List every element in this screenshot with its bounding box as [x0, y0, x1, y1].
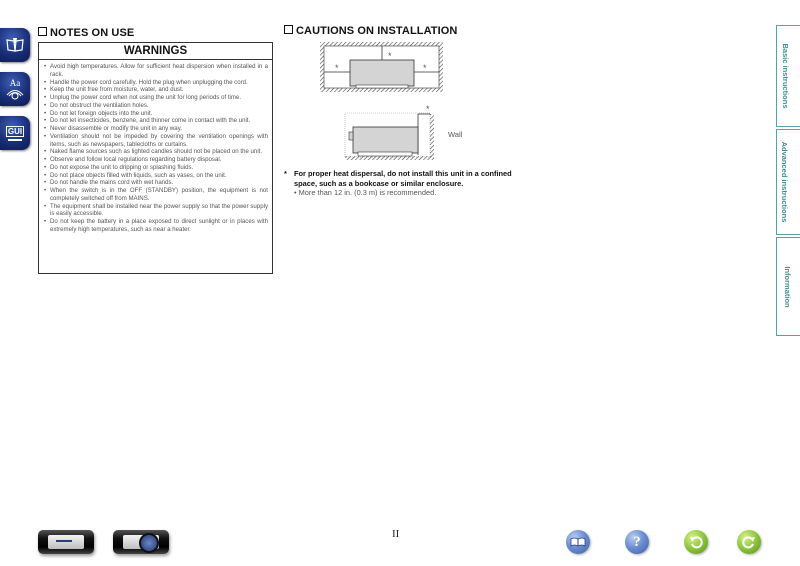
rear-panel-zoom-button[interactable]: [113, 530, 169, 554]
warning-item: • Unplug the power cord when not using the unit for long periods of time.: [44, 94, 268, 102]
tab-label: Basic instructions: [781, 43, 791, 109]
index-aa-icon[interactable]: [0, 72, 30, 106]
installation-diagram: [318, 40, 468, 162]
warning-item: • Avoid high temperatures. Allow for sufficient heat dispersion when installed in a rack.: [44, 63, 268, 79]
back-button[interactable]: [684, 530, 708, 554]
caution-note-line2: [284, 179, 512, 189]
checkbox-square-icon: [284, 25, 293, 34]
tab-information[interactable]: [776, 237, 800, 336]
warning-item: • Do not place objects filled with liquids, such as vases, on the unit.: [44, 172, 268, 180]
svg-text:*: *: [426, 104, 430, 114]
back-arrow-icon: [689, 535, 703, 549]
tab-label: Advanced instructions: [779, 141, 789, 223]
magnifier-icon: [139, 533, 159, 553]
gui-label: GUI: [7, 126, 23, 136]
warnings-box: [38, 42, 273, 274]
svg-text:*: *: [335, 63, 339, 73]
checkbox-square-icon: [38, 27, 47, 36]
warnings-list: [39, 60, 272, 234]
warning-item: • Keep the unit free from moisture, water, and dust.: [44, 86, 268, 94]
gui-stand: [8, 139, 22, 141]
wall-label: Wall: [448, 130, 463, 139]
caution-bold-text-1: For proper heat dispersal, do not install this unit in a confined: [294, 169, 512, 178]
warnings-title: WARNINGS: [39, 43, 272, 60]
warning-item: • Do not let foreign objects into the unit.: [44, 110, 268, 118]
warning-item: • Do not handle the mains cord with wet hands.: [44, 179, 268, 187]
contents-button[interactable]: [566, 530, 590, 554]
warning-item: • The equipment shall be installed near the power supply so that the power supply is easily accessible.: [44, 203, 268, 219]
svg-text:*: *: [423, 63, 427, 73]
front-panel-button[interactable]: [38, 530, 94, 554]
caution-bold-text-2: space, such as a bookcase or similar enclosure.: [294, 178, 464, 188]
forward-arrow-icon: [742, 535, 756, 549]
warning-item: • Naked flame sources such as lighted candles should not be placed on the unit.: [44, 148, 268, 156]
svg-text:*: *: [388, 51, 392, 61]
warning-item: • Do not let insecticides, benzene, and thinner come in contact with the unit.: [44, 117, 268, 125]
book-icon: [570, 536, 586, 548]
warning-item: • When the switch is in the OFF (STANDBY) position, the equipment is not completely switched off from MAINS.: [44, 187, 268, 203]
caution-note: [284, 169, 512, 198]
tab-basic-instructions[interactable]: [776, 25, 800, 127]
aa-label: Aa: [9, 77, 21, 88]
asterisk-marker: *: [284, 169, 287, 178]
cautions-heading-text: CAUTIONS ON INSTALLATION: [296, 25, 458, 37]
question-mark-icon: ?: [633, 533, 641, 550]
warning-item: • Handle the power cord carefully. Hold the plug when unplugging the cord.: [44, 79, 268, 87]
caution-sub-note: • More than 12 in. (0.3 m) is recommended.: [294, 188, 437, 197]
warning-item: • Ventilation should not be impeded by covering the ventilation openings with items, such as newspapers, tablecloths or curtains.: [44, 133, 268, 149]
contents-book-icon[interactable]: [0, 28, 30, 62]
page-number: II: [392, 528, 400, 540]
forward-button[interactable]: [737, 530, 761, 554]
notes-on-use-heading: [38, 27, 134, 39]
tab-label: Information: [783, 265, 793, 308]
gui-icon[interactable]: [0, 116, 30, 150]
cautions-heading: [284, 25, 457, 37]
warning-item: • Do not obstruct the ventilation holes.: [44, 102, 268, 110]
tab-advanced-instructions[interactable]: [776, 129, 800, 235]
warning-item: • Observe and follow local regulations regarding battery disposal.: [44, 156, 268, 164]
help-button[interactable]: [625, 530, 649, 554]
caution-note-line1: [284, 169, 512, 179]
warning-item: • Never disassemble or modify the unit in any way.: [44, 125, 268, 133]
device-front-icon: [48, 535, 84, 549]
warning-item: • Do not keep the battery in a place exposed to direct sunlight or in places with extremely high temperatures, such as near a heater.: [44, 218, 268, 234]
warning-item: • Do not expose the unit to dripping or splashing fluids.: [44, 164, 268, 172]
notes-heading-text: NOTES ON USE: [50, 27, 135, 39]
